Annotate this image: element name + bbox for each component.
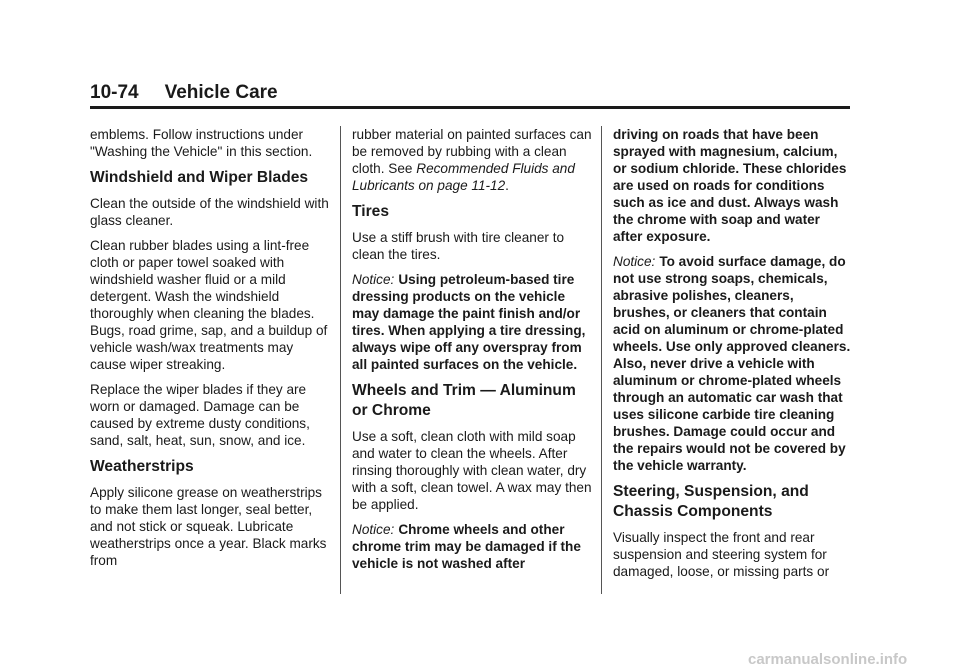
section-title: Vehicle Care — [164, 82, 278, 103]
paragraph: Use a soft, clean cloth with mild soap and water to clean the wheels. After rinsing thoroughly with clean water, dry with a soft, clean towel. A wax may then be applied. — [352, 429, 592, 512]
notice-text: Using petroleum-based tire dressing products on the vehicle may damage the paint finish and/or tires. When applying a tire dressing, always wipe off any overspray from all painted surfaces on the vehicle. — [352, 272, 586, 372]
paragraph: Clean the outside of the windshield with glass cleaner. — [90, 196, 329, 228]
notice — [613, 253, 853, 474]
heading-weatherstrips: Weatherstrips — [90, 458, 194, 475]
notice — [352, 271, 592, 373]
column-2 — [352, 126, 592, 580]
header-text — [90, 82, 850, 104]
notice-label: Notice: — [613, 254, 656, 269]
page-number: 10-74 — [90, 82, 139, 103]
cross-reference-link[interactable]: Recommended Fluids and Lubricants on page 11-12 — [352, 161, 575, 193]
paragraph: Replace the wiper blades if they are worn or damaged. Damage can be caused by extreme dusty conditions, sand, salt, heat, sun, snow, and ice. — [90, 382, 310, 448]
heading-steering-suspension: Steering, Suspension, and Chassis Components — [613, 483, 809, 520]
paragraph-end: . — [505, 178, 509, 193]
paragraph: Apply silicone grease on weatherstrips to make them last longer, seal better, and not stick or squeak. Lubricate weatherstrips once a year. Black marks from — [90, 485, 327, 568]
paragraph: Use a stiff brush with tire cleaner to clean the tires. — [352, 230, 565, 262]
notice — [352, 521, 592, 572]
watermark: carmanualsonline.info — [748, 651, 908, 668]
heading-wheels-trim: Wheels and Trim — Aluminum or Chrome — [352, 382, 576, 419]
notice-text: To avoid surface damage, do not use strong soaps, chemicals, abrasive polishes, cleaners, brushes, or cleaners that contain acid on aluminum or chrome-plated wheels. Use only approved cleaners. Also, never drive a vehicle with aluminum or chrome-plated wheels through an automatic car wash that uses silicone carbide tire cleaning brushes. Damage could occur and the repairs would not be covered by the vehicle warranty. — [613, 254, 851, 473]
paragraph-text: rubber material on painted surfaces can be removed by rubbing with a clean cloth. See — [352, 127, 592, 176]
heading-tires: Tires — [352, 203, 389, 220]
paragraph: driving on roads that have been sprayed with magnesium, calcium, or sodium chloride. These chlorides are used on roads for conditions such as ice and dust. Always wash the chrome with soap and water after exposure. — [613, 127, 847, 244]
column-divider — [340, 126, 341, 594]
paragraph: Visually inspect the front and rear suspension and steering system for damaged, loose, or missing parts or — [613, 530, 830, 579]
paragraph: Clean rubber blades using a lint-free cloth or paper towel soaked with windshield washer fluid or a mild detergent. Wash the windshield thoroughly when cleaning the blades. Bugs, road grime, sap, and a buildup of vehicle wash/wax treatments may cause wiper streaking. — [90, 238, 328, 372]
page-header — [90, 82, 850, 104]
paragraph — [352, 126, 592, 194]
column-1 — [90, 126, 330, 577]
notice-label: Notice: — [352, 522, 395, 537]
notice-label: Notice: — [352, 272, 395, 287]
header-rule — [90, 106, 850, 109]
column-3 — [613, 126, 853, 588]
column-divider — [601, 126, 602, 594]
heading-windshield-wiper-blades: Windshield and Wiper Blades — [90, 169, 309, 186]
notice-text: Chrome wheels and other chrome trim may be damaged if the vehicle is not washed after — [352, 522, 581, 571]
paragraph: emblems. Follow instructions under "Washing the Vehicle" in this section. — [90, 127, 313, 159]
